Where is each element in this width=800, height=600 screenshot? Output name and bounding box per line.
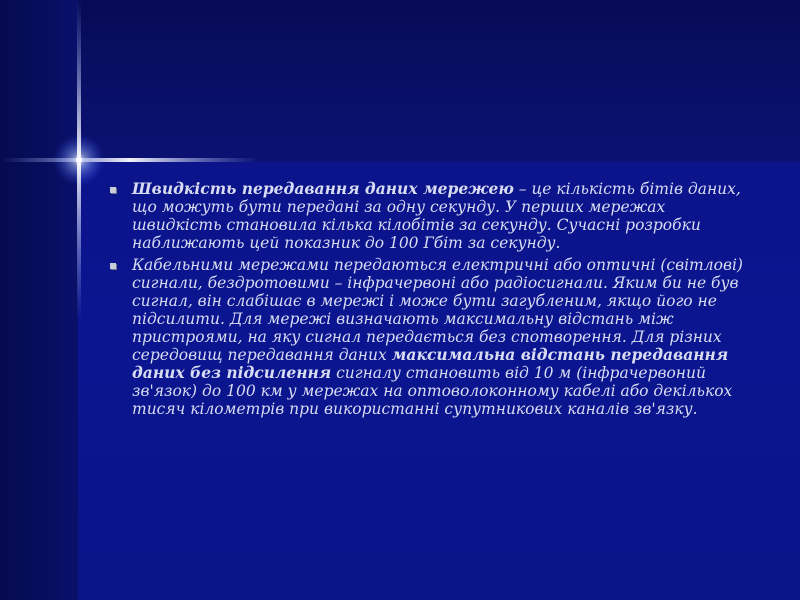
square-bullet-icon [110,187,116,193]
signal-distance-text-intro: Кабельними мережами передаються електричні або оптичні (світлові) сигнали, бездротовими – інфрачервоні або радіосигнали. Яким би не був сигнал, він слабішає в мережі і може бути загубленим, якщо його не підсилити. Для мережі визначають максимальну відстань між пристроями, на яку сигнал передається без спотворення. Для різних середовищ передавання даних [132,256,743,364]
term-max-distance: максимальна відстань передавання даних без підсилення [132,345,729,382]
slide-left-band [0,0,78,600]
bullet-item-signal-distance [108,256,748,418]
square-bullet-icon [110,263,116,269]
slide-top-band [0,0,800,162]
signal-distance-text-end: сигналу становить від 10 м (інфрачервоний зв'язок) до 100 км у мережах на оптоволоконному кабелі або декількох тисяч кілометрів при використанні супутникових каналів зв'язку. [132,364,733,418]
bullet-item-transfer-speed [108,180,748,252]
transfer-speed-definition: – це кількість бітів даних, що можуть бути передані за одну секунду. У перших мережах швидкість становила кілька кілобітів за секунду. Сучасні розробки наближають цей показник до 100 Гбіт за секунду. [132,180,741,252]
term-transfer-speed: Швидкість передавання даних мережею [132,179,514,198]
bullet-list [108,180,748,422]
